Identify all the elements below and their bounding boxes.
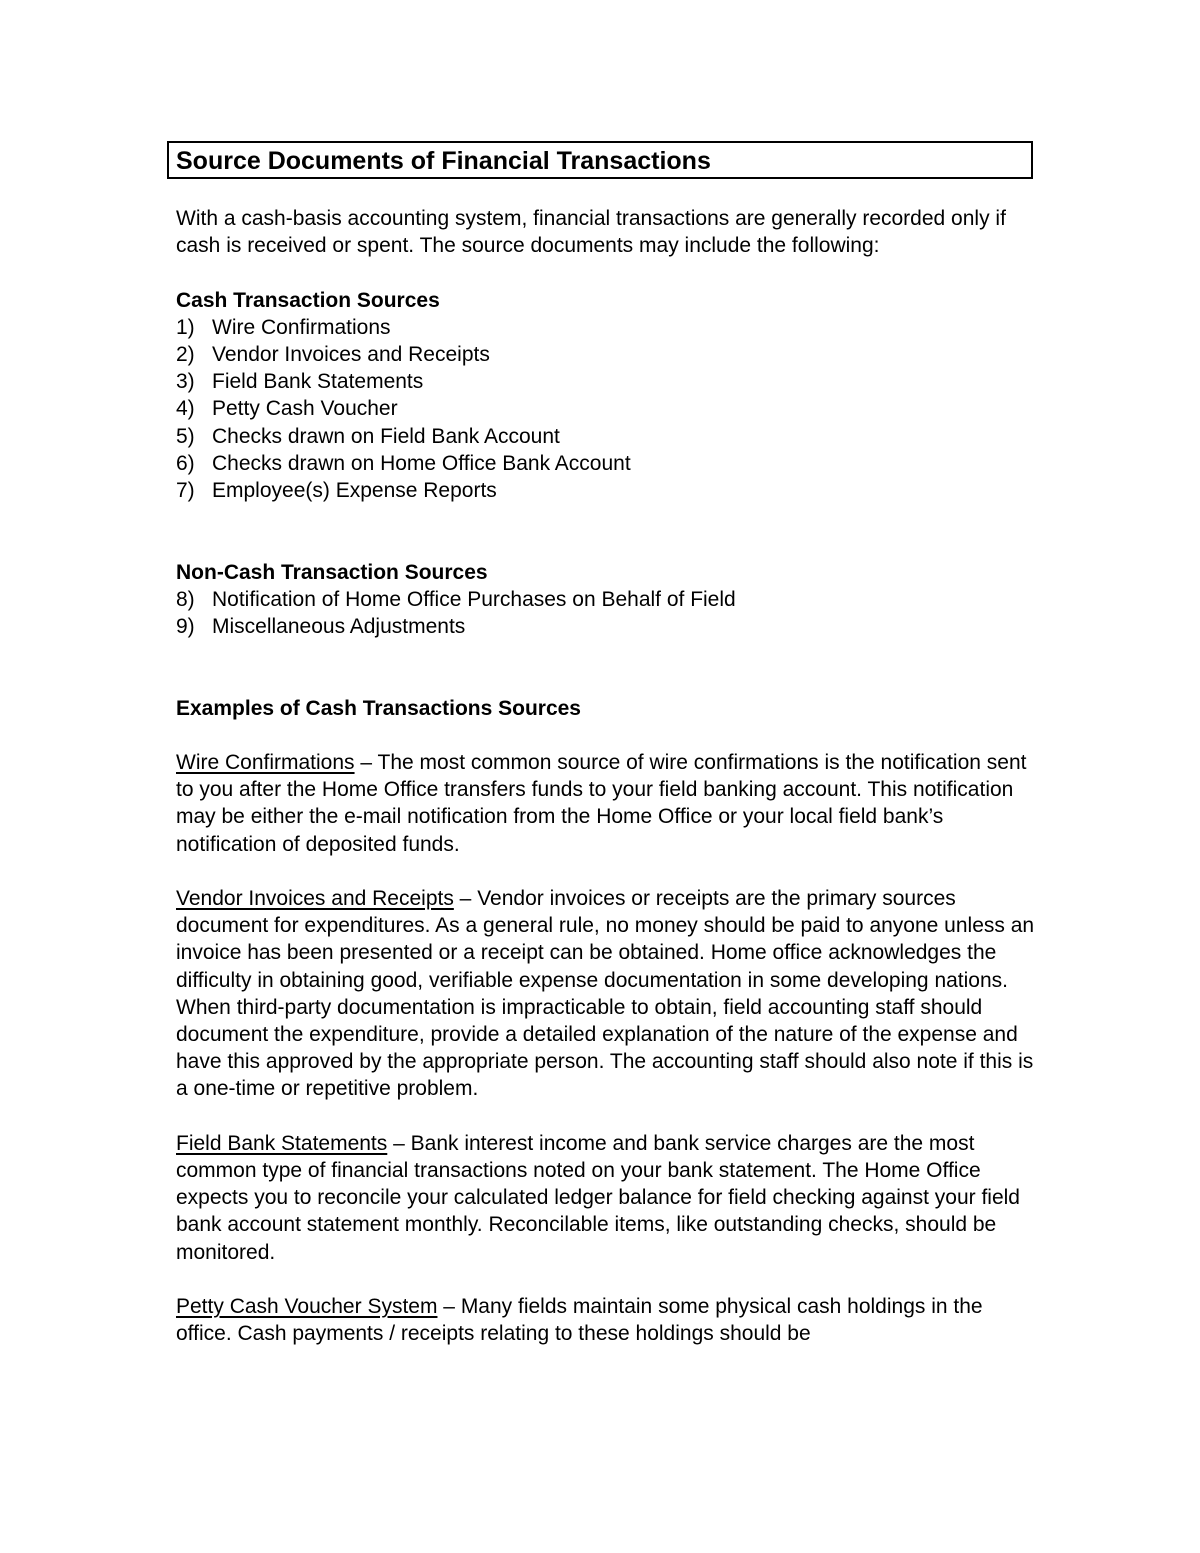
example-body: – Many fields maintain some physical cash holdings in the office. Cash payments / receipts relating to these holdings should be bbox=[176, 1295, 983, 1346]
example-term: Vendor Invoices and Receipts bbox=[176, 887, 454, 910]
list-item: 7) Employee(s) Expense Reports bbox=[176, 479, 497, 503]
list-item: 1) Wire Confirmations bbox=[176, 315, 391, 339]
list-item: 4) Petty Cash Voucher bbox=[176, 397, 398, 421]
cash-sources-list bbox=[176, 314, 1036, 504]
example-body: – Vendor invoices or receipts are the primary sources document for expenditures. As a general rule, no money should be paid to anyone unless an invoice has been presented or a receipt can be obtained. Home office acknowledges the difficulty in obtaining good, verifiable expense documentation in some developing nations. When third-party documentation is impracticable to obtain, field accounting staff should document the expenditure, provide a detailed explanation of the nature of the expense and have this approved by the appropriate person. The accounting staff should also note if this is a one-time or repetitive problem. bbox=[176, 887, 1035, 1101]
list-item: 9) Miscellaneous Adjustments bbox=[176, 615, 466, 639]
cash-sources-heading: Cash Transaction Sources bbox=[176, 288, 440, 312]
example-body: – Bank interest income and bank service charges are the most common type of financial transactions noted on your bank statement. The Home Office expects you to reconcile your calculated ledger balance for field checking against your field bank account statement monthly. Reconcilable items, like outstanding checks, should be monitored. bbox=[176, 1131, 1020, 1264]
document-title: Source Documents of Financial Transactions bbox=[176, 147, 711, 175]
list-item: 8) Notification of Home Office Purchases on Behalf of Field bbox=[176, 587, 736, 611]
non-cash-sources-heading: Non-Cash Transaction Sources bbox=[176, 560, 488, 584]
example-field-bank-statements bbox=[176, 1130, 1036, 1266]
intro-paragraph: With a cash-basis accounting system, financial transactions are generally recorded only if cash is received or spent. The source documents may include the following: bbox=[176, 207, 1006, 258]
list-item: 6) Checks drawn on Home Office Bank Account bbox=[176, 451, 631, 475]
example-term: Field Bank Statements bbox=[176, 1131, 388, 1155]
example-term: Petty Cash Voucher System bbox=[176, 1295, 438, 1319]
list-item: 3) Field Bank Statements bbox=[176, 370, 424, 394]
non-cash-sources-list bbox=[176, 586, 1036, 640]
example-term: Wire Confirmations bbox=[176, 751, 355, 774]
examples-heading: Examples of Cash Transactions Sources bbox=[176, 696, 581, 720]
example-vendor-invoices bbox=[176, 885, 1036, 1103]
document-body bbox=[176, 205, 1036, 1347]
example-wire-confirmations bbox=[176, 749, 1036, 858]
example-body: – The most common source of wire confirmations is the notification sent to you after the Home Office transfers funds to your field banking account. This notification may be either the e-mail notification from the Home Office or your local field bank’s notification of deposited funds. bbox=[176, 751, 1027, 856]
example-petty-cash bbox=[176, 1293, 1036, 1347]
list-item: 2) Vendor Invoices and Receipts bbox=[176, 343, 490, 366]
title-box bbox=[167, 141, 1033, 179]
list-item: 5) Checks drawn on Field Bank Account bbox=[176, 424, 560, 448]
